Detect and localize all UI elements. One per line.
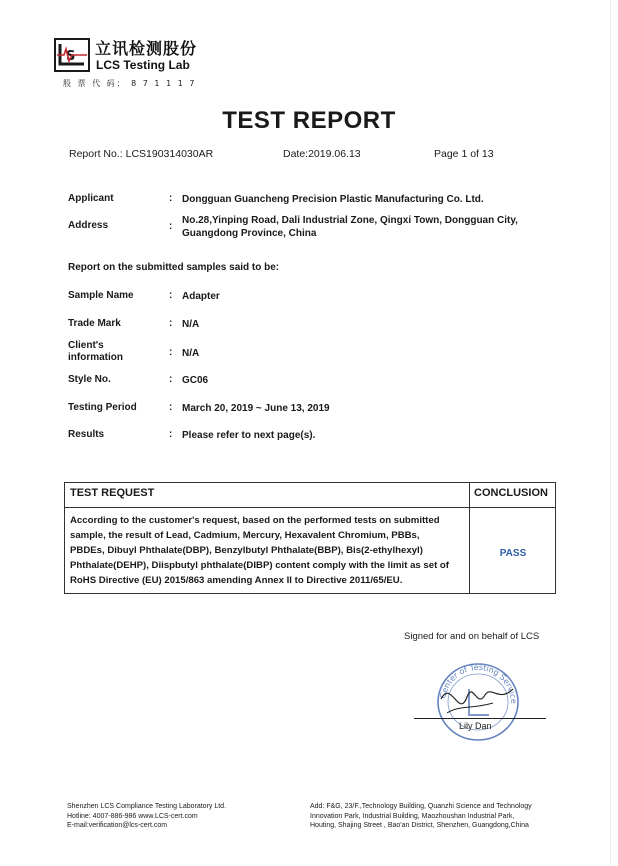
request-line: PBDEs, Dibuyl Phthalate(DBP), Benzylbutyl Phthalate(BBP), Bis(2-ethylhexyl): [70, 545, 423, 556]
applicant-value: Dongguan Guancheng Precision Plastic Manufacturing Co. Ltd.: [182, 194, 484, 205]
sample-name-value: Adapter: [182, 291, 220, 302]
footer-right: [310, 802, 532, 831]
address-line-2: Guangdong Province, China: [182, 228, 317, 239]
request-line: RoHS Directive (EU) 2015/863 amending Annex II to Directive 2011/65/EU.: [70, 575, 403, 586]
trade-mark-value: N/A: [182, 319, 200, 330]
footer-left: [67, 802, 226, 831]
stock-code: 股 票 代 码： 8 7 1 1 1 7: [63, 79, 197, 88]
request-line: Phthalate(DEHP), Diispbutyl phthalate(DIBP) content comply with the limit as set of: [70, 560, 449, 571]
company-name-en: LCS Testing Lab: [96, 58, 190, 72]
testing-period-value: March 20, 2019 ~ June 13, 2019: [182, 403, 330, 414]
table-divider: [65, 507, 555, 508]
client-info-label-2: information: [68, 352, 123, 363]
signer-name: Lily Dan: [459, 721, 492, 731]
stamp-text: Testing Service: [468, 662, 519, 704]
colon: :: [169, 374, 173, 385]
request-line: According to the customer's request, based on the performed tests on submitted: [70, 515, 440, 526]
stamp-text: Center of: [438, 665, 469, 700]
applicant-label: Applicant: [68, 193, 114, 204]
results-label: Results: [68, 429, 105, 440]
results-value: Please refer to next page(s).: [182, 430, 316, 441]
report-number: Report No.: LCS190314030AR: [69, 148, 214, 160]
colon: :: [169, 347, 173, 358]
address-label: Address: [68, 220, 109, 231]
test-request-table: [64, 482, 556, 594]
colon: :: [169, 193, 173, 204]
signature-line: [414, 718, 546, 719]
conclusion-header: CONCLUSION: [474, 487, 548, 499]
colon: :: [169, 402, 173, 413]
sample-name-label: Sample Name: [68, 290, 134, 301]
conclusion-value: PASS: [499, 548, 527, 559]
footer-address-line: Innovation Park, Industrial Building, Maozhoushan Industrial Park,: [310, 812, 515, 820]
test-request-text: [70, 513, 464, 588]
colon: :: [169, 221, 173, 232]
request-line: sample, the result of Lead, Cadmium, Mercury, Hexavalent Chromium, PBBs,: [70, 530, 420, 541]
footer-company: Shenzhen LCS Compliance Testing Laboratory Ltd.: [67, 803, 227, 810]
trade-mark-label: Trade Mark: [68, 318, 121, 329]
footer-address-line: Houting, Shajing Street , Bao'an District, Shenzhen, Guangdong,China: [310, 822, 529, 829]
table-divider: [469, 483, 470, 593]
scan-edge: [610, 0, 611, 866]
report-date: Date:2019.06.13: [283, 148, 361, 160]
colon: :: [169, 290, 173, 301]
footer-hotline: Hotline: 4007-886-986 www.LCS-cert.com: [67, 812, 198, 820]
testing-period-label: Testing Period: [68, 402, 137, 413]
client-info-label-1: Client's: [68, 340, 104, 351]
page-title: TEST REPORT: [222, 107, 396, 134]
client-info-value: N/A: [182, 348, 200, 359]
signed-text: Signed for and on behalf of LCS: [404, 631, 540, 642]
colon: :: [169, 318, 173, 329]
company-name-cn: 立讯检测股份: [95, 39, 198, 58]
footer-address-line: Add: F&G, 23/F.,Technology Building, Quanzhi Science and Technology: [310, 803, 532, 810]
intro-text: Report on the submitted samples said to be:: [68, 262, 280, 273]
footer-email: E-mail:verification@lcs-cert.com: [67, 822, 168, 829]
svg-text:S: S: [66, 49, 76, 64]
colon: :: [169, 429, 173, 440]
lcs-logo-icon: [54, 38, 90, 72]
test-request-header: TEST REQUEST: [70, 487, 155, 499]
page-number: Page 1 of 13: [434, 148, 494, 160]
style-no-label: Style No.: [68, 374, 111, 385]
style-no-value: GC06: [182, 375, 209, 386]
address-line-1: No.28,Yinping Road, Dali Industrial Zone, Qingxi Town, Dongguan City,: [182, 215, 518, 226]
